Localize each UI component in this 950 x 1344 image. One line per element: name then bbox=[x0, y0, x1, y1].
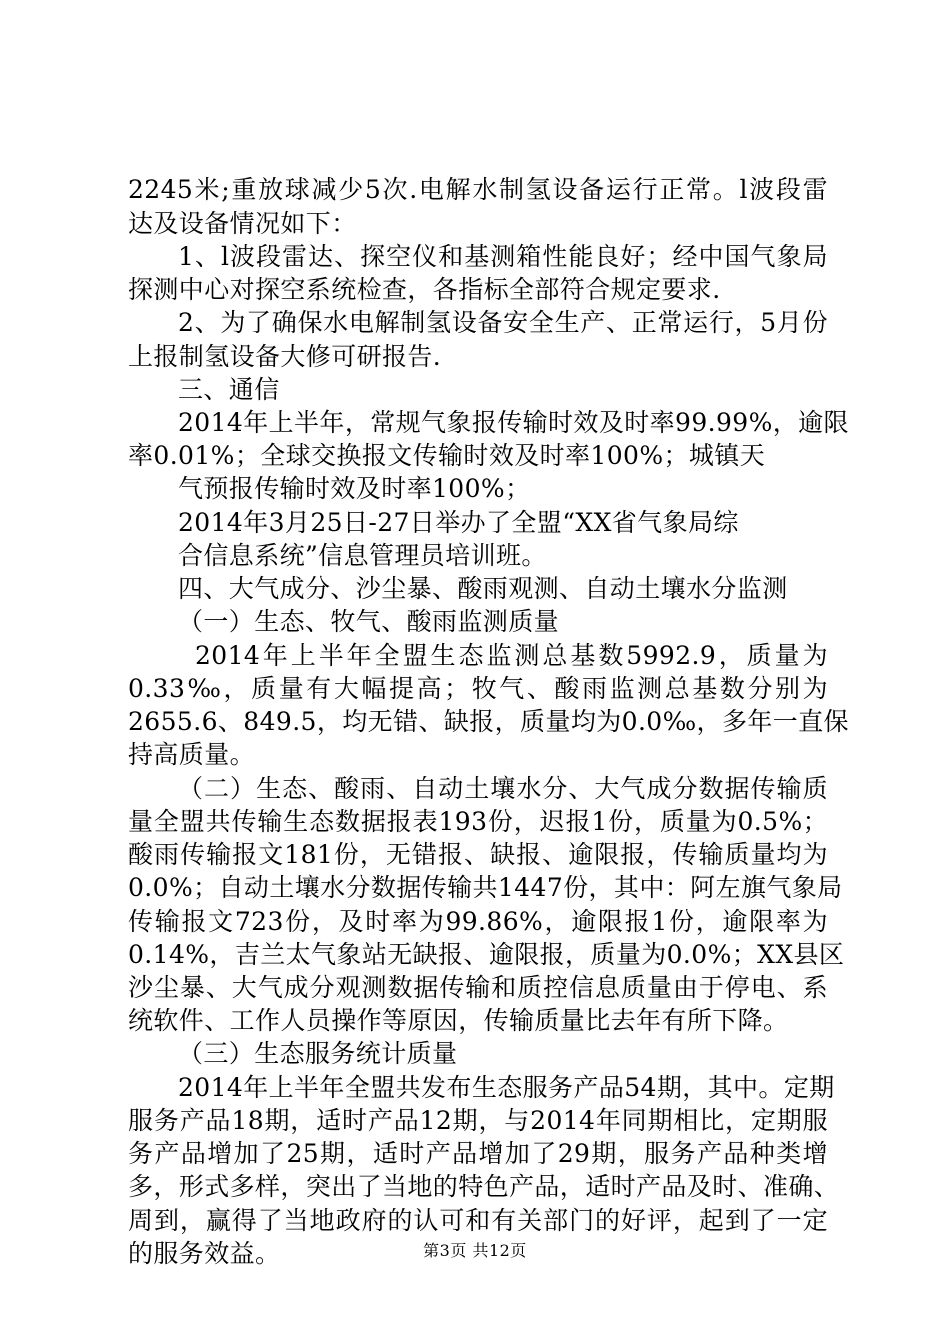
text-line: 多，形式多样，突出了当地的特色产品，适时产品及时、准确、 bbox=[128, 1172, 840, 1201]
text-line: 周到，赢得了当地政府的认可和有关部门的好评，起到了一定 bbox=[128, 1206, 828, 1235]
text-line: 率0.01%；全球交换报文传输时效及时率100%；城镇天 bbox=[128, 441, 766, 470]
text-line: 的服务效益。 bbox=[128, 1239, 281, 1268]
text-line: 达及设备情况如下： bbox=[128, 209, 357, 238]
text-line: 1、l波段雷达、探空仪和基测箱性能良好；经中国气象局 bbox=[178, 242, 828, 271]
text-line: 合信息系统”信息管理员培训班。 bbox=[178, 541, 547, 570]
subsection-heading: （二）生态、酸雨、自动土壤水分、大气成分数据传输质 bbox=[178, 774, 828, 803]
page-number-footer: 第3页 共12页 bbox=[423, 1241, 527, 1260]
text-line: 量全盟共传输生态数据报表193份，迟报1份，质量为0.5%； bbox=[128, 807, 828, 836]
text-line: 2014年上半年全盟生态监测总基数5992.9，质量为 bbox=[195, 641, 828, 670]
text-line: 2、为了确保水电解制氢设备安全生产、正常运行，5月份 bbox=[178, 308, 828, 337]
text-line: 传输报文723份，及时率为99.86%，逾限报1份，逾限率为 bbox=[128, 907, 828, 936]
subsection-heading: （三）生态服务统计质量 bbox=[178, 1039, 458, 1068]
text-line: 务产品增加了25期，适时产品增加了29期，服务产品种类增 bbox=[128, 1139, 828, 1168]
text-line: 气预报传输时效及时率100%； bbox=[178, 474, 531, 503]
section-heading: 三、通信 bbox=[178, 375, 280, 404]
text-line: 2014年3月25日-27日举办了全盟“XX省气象局综 bbox=[178, 508, 739, 537]
text-line: 上报制氢设备大修可研报告. bbox=[128, 342, 442, 371]
text-line: 2655.6、849.5，均无错、缺报，质量均为0.0‰，多年一直保 bbox=[128, 707, 849, 736]
text-line: 探测中心对探空系统检查，各指标全部符合规定要求. bbox=[128, 275, 721, 304]
text-line: 服务产品18期，适时产品12期，与2014年同期相比，定期服 bbox=[128, 1106, 828, 1135]
text-line: 统软件、工作人员操作等原因，传输质量比去年有所下降。 bbox=[128, 1006, 789, 1035]
text-line: 2014年上半年全盟共发布生态服务产品54期，其中。定期 bbox=[178, 1073, 835, 1102]
text-line: 持高质量。 bbox=[128, 740, 256, 769]
text-line: 沙尘暴、大气成分观测数据传输和质控信息质量由于停电、系 bbox=[128, 973, 828, 1002]
text-line: 2014年上半年，常规气象报传输时效及时率99.99%，逾限 bbox=[178, 408, 849, 437]
section-heading: 四、大气成分、沙尘暴、酸雨观测、自动土壤水分监测 bbox=[178, 574, 788, 603]
text-line: 0.0%；自动土壤水分数据传输共1447份，其中：阿左旗气象局 bbox=[128, 873, 843, 902]
text-line: 0.14%，吉兰太气象站无缺报、逾限报，质量为0.0%；XX县区 bbox=[128, 940, 845, 969]
text-line: 0.33‰，质量有大幅提高；牧气、酸雨监测总基数分别为 bbox=[128, 674, 828, 703]
subsection-heading: （一）生态、牧气、酸雨监测质量 bbox=[178, 607, 560, 636]
text-line: 2245米;重放球减少5次.电解水制氢设备运行正常。l波段雷 bbox=[128, 175, 828, 204]
text-line: 酸雨传输报文181份，无错报、缺报、逾限报，传输质量均为 bbox=[128, 840, 828, 869]
